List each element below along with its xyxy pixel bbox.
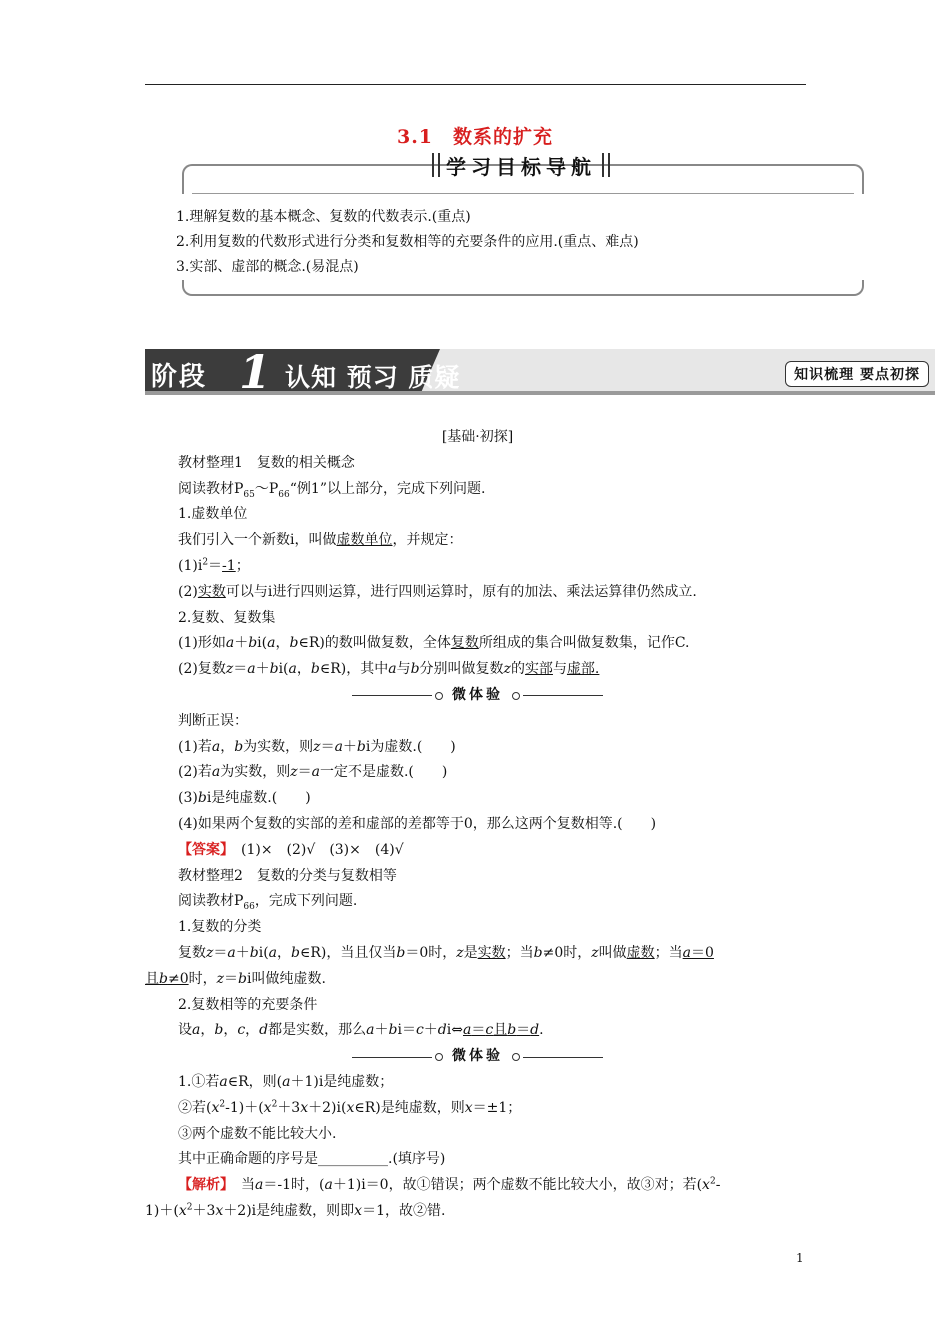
exercise-1: 1.①若a∈R，则(a＋1)i是纯虚数； (178, 1073, 394, 1090)
class-head: 1.复数的分类 (178, 919, 262, 936)
goal-item: 3.实部、虚部的概念.(易混点) (176, 259, 359, 275)
goal-box-bottom-frame (182, 280, 864, 296)
eq-head: 2.复数相等的充要条件 (178, 996, 318, 1013)
imag-unit-text: 我们引入一个新数i，叫做虚数单位，并规定： (178, 532, 463, 549)
complex-1: (1)形如a＋bi(a，b∈R)的数叫做复数，全体复数所组成的集合叫做复数集，记作C. (178, 635, 690, 652)
eq-1: 设a，b，c，d都是实数，那么a＋bi＝c＋di⇔a＝c且b＝d. (178, 1022, 544, 1039)
stage-tag: 知识梳理 要点初探 (785, 361, 929, 387)
class-2: 且b≠0时，z＝bi叫做纯虚数. (145, 970, 326, 987)
judge-item: (3)bi是纯虚数.( ) (178, 790, 311, 807)
stage-prefix: 阶段 (151, 362, 208, 392)
t1-read: 阅读教材$P_{65}\sim P_{66}“$例1”以上部分，完成下列问题. (178, 480, 486, 500)
judge-item: (4)如果两个复数的实部的差和虚部的差都等于0，那么这两个复数相等.( ) (178, 815, 657, 832)
t2-read: 阅读教材$P_{66}$，完成下列问题. (178, 893, 358, 913)
stage-name: 认知 预习 质疑 (285, 363, 461, 392)
foundation-label: [基础·初探] (441, 429, 514, 445)
imag-unit-head: 1.虚数单位 (178, 506, 248, 523)
judge-item: (1)若a，b为实数，则z＝a＋bi为虚数.( ) (178, 738, 456, 755)
goal-list (176, 205, 639, 280)
complex-2: (2)复数z＝a＋bi(a，b∈R)，其中a与b分别叫做复数z的实部与虚部. (178, 661, 600, 678)
complex-head: 2.复数、复数集 (178, 609, 276, 626)
goal-item: 1.理解复数的基本概念、复数的代数表示.(重点) (176, 209, 471, 225)
rule-2: (2)实数可以与i进行四则运算，进行四则运算时，原有的加法、乘法运算律仍然成立. (178, 583, 697, 600)
exercise-4: 其中正确命题的序号是__________.(填序号) (178, 1151, 446, 1168)
header-rule (145, 84, 806, 85)
stage-banner (145, 349, 935, 395)
main-content (145, 425, 810, 1225)
mini-experience-divider: 微体验 (145, 1044, 810, 1070)
judge-item: (2)若a为实数，则z＝a一定不是虚数.( ) (178, 764, 448, 781)
page-number: 1 (796, 1251, 804, 1265)
exercise-3: ③两个虚数不能比较大小. (178, 1125, 337, 1142)
exercise-2: ②若$(x^2-1)+(x^2+3x+2)i(x\in R)$是纯虚数，则x＝±1； (178, 1099, 522, 1116)
goal-header (425, 150, 617, 180)
section-title: 3.1 数系的扩充 (396, 126, 554, 148)
goal-item: 2.利用复数的代数形式进行分类和复数相等的充要条件的应用.(重点、难点) (176, 234, 639, 250)
rule-1: $(1)i^2=-1$； (178, 557, 250, 574)
answer-line: 【答案】 (1)× (2)√ (3)× (4)√ (178, 841, 404, 858)
t2-title: 教材整理2 复数的分类与复数相等 (178, 867, 397, 884)
class-1: 复数z＝a＋bi(a，b∈R)，当且仅当b＝0时，z是实数；当b≠0时，z叫做虚数；当a＝0 (178, 944, 714, 961)
goal-header-text: 学习目标导航 (446, 154, 596, 179)
analysis-line-2: $1)+(x^2+3x+2)i$是纯虚数，则即x＝1，故②错. (145, 1202, 446, 1219)
t1-title: 教材整理1 复数的相关概念 (178, 454, 355, 471)
analysis-line-1: 【解析】 当a＝-1时，(a＋1)i＝0，故①错误；两个虚数不能比较大小，故③对；若($x^2-$ (178, 1176, 721, 1194)
judge-head: 判断正误： (178, 712, 248, 729)
mini-experience-divider: 微体验 (145, 683, 810, 709)
analysis-label: 【解析】 (178, 1177, 227, 1194)
stage-number: 1 (239, 349, 272, 395)
answer-label: 【答案】 (178, 841, 227, 858)
